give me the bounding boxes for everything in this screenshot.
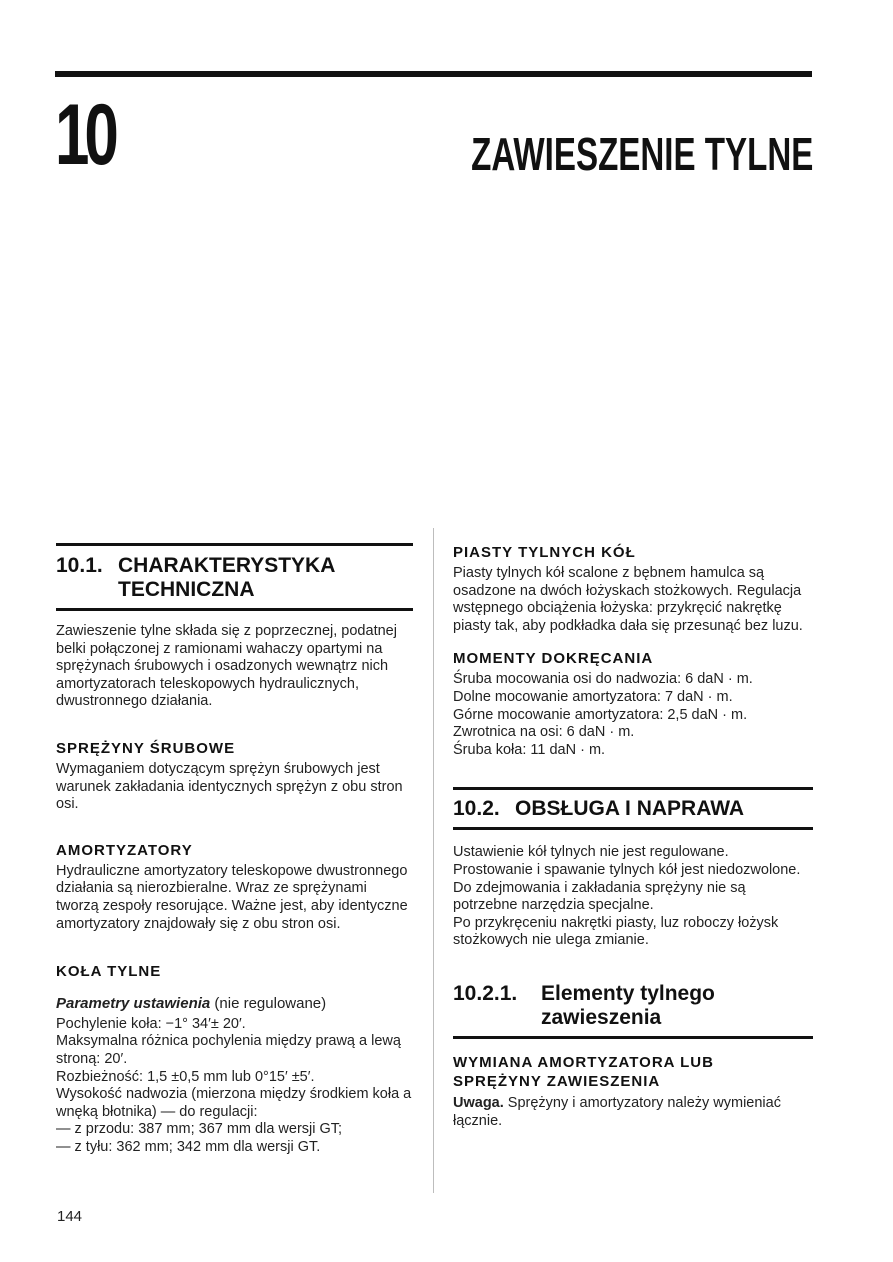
right-column	[453, 543, 813, 1130]
section-number: 10.1.	[56, 554, 103, 577]
section-title: OBSŁUGA I NAPRAWA	[515, 797, 745, 821]
section-heading-10-1	[56, 543, 413, 611]
subheading-replace-1: WYMIANA AMORTYZATORA LUB	[453, 1053, 714, 1071]
section-title-line2: zawieszenia	[541, 1005, 662, 1029]
note-paragraph	[453, 1095, 813, 1130]
note-text: Sprężyny i amortyzatory należy wymieniać łącznie.	[453, 1094, 781, 1129]
shocks-paragraph: Hydrauliczne amortyzatory teleskopowe dwustronnego działania są nierozbieralne. Wraz ze sprężynami tworzą zespoły resorujące. Ważne jest, aby identyczne amortyzatory znajdowały się z obu stron osi.	[56, 862, 408, 932]
section-number: 10.2.1.	[453, 981, 518, 1005]
service-para-1: Ustawienie kół tylnych nie jest regulowane.	[453, 844, 729, 861]
intro-paragraph: Zawieszenie tylne składa się z poprzecznej, podatnej belki połączonej z ramionami wahaczy opartymi na sprężynach śrubowych i osadzonych wewnątrz nich amortyzatorach teleskopowych hydraulicznych, dwustronnego działania.	[56, 623, 397, 710]
subheading-hubs: PIASTY TYLNYCH KÓŁ	[453, 544, 636, 561]
torque-item: Górne mocowanie amortyzatora: 2,5 daN · m.	[453, 706, 748, 723]
section-title-line1: CHARAKTERYSTYKA	[118, 554, 336, 577]
chapter-title: ZAWIESZENIE TYLNE	[470, 128, 813, 180]
torque-list	[453, 671, 813, 759]
column-divider	[433, 528, 434, 1193]
top-rule	[55, 71, 812, 77]
subheading-rear-wheels: KOŁA TYLNE	[56, 963, 162, 981]
subheading-springs: SPRĘŻYNY ŚRUBOWE	[56, 739, 236, 757]
note-label: Uwaga.	[453, 1094, 504, 1111]
left-column	[56, 543, 413, 1156]
torque-item: Zwrotnica na osi: 6 daN · m.	[453, 724, 635, 741]
section-heading-10-2	[453, 787, 813, 830]
section-title-line1: Elementy tylnego	[541, 981, 715, 1005]
camber-line: Pochylenie koła: −1° 34′± 20′.	[56, 1015, 246, 1032]
subheading-torque: MOMENTY DOKRĘCANIA	[453, 650, 654, 668]
height-line: Wysokość nadwozia (mierzona między środkiem koła a wnęką błotnika) — do regulacji:	[56, 1086, 412, 1120]
params-note: (nie regulowane)	[210, 995, 327, 1013]
service-para-2: Prostowanie i spawanie tylnych kół jest niedozwolone.	[453, 861, 801, 878]
section-number: 10.2.	[453, 797, 500, 821]
params-label: Parametry ustawienia	[56, 995, 211, 1013]
subheading-replace-2: SPRĘŻYNY ZAWIESZENIA	[453, 1072, 661, 1090]
section-title-line2: TECHNICZNA	[118, 578, 255, 601]
params-line	[56, 995, 413, 1013]
page-number: 144	[57, 1208, 83, 1225]
service-para-4: Po przykręceniu nakrętki piasty, luz roboczy łożysk stożkowych nie ulega zmianie.	[453, 914, 779, 949]
chapter-number: 10	[55, 87, 114, 183]
torque-item: Dolne mocowanie amortyzatora: 7 daN · m.	[453, 688, 733, 705]
hubs-paragraph: Piasty tylnych kół scalone z bębnem hamulca są osadzone na dwóch łożyskach stożkowych. Regulacja wstępnego obciążenia łożyska: przykręcić nakrętkę piasty tak, aby podkładka dała się przesunąć bez luzu.	[453, 565, 803, 634]
camber-diff-line: Maksymalna różnica pochylenia między prawą a lewą stroną: 20′.	[56, 1033, 401, 1067]
springs-paragraph: Wymaganiem dotyczącym sprężyn śrubowych jest warunek zakładania identycznych sprężyn z obu stron osi.	[56, 760, 403, 813]
section-heading-10-2-1	[453, 982, 813, 1039]
torque-item: Śruba mocowania osi do nadwozia: 6 daN · m.	[453, 671, 753, 688]
service-para-3: Do zdejmowania i zakładania sprężyny nie są potrzebne narzędzia specjalne.	[453, 879, 746, 914]
toe-line: Rozbieżność: 1,5 ±0,5 mm lub 0°15′ ±5′.	[56, 1068, 315, 1085]
front-height-line: — z przodu: 387 mm; 367 mm dla wersji GT;	[56, 1121, 343, 1138]
subheading-shocks: AMORTYZATORY	[56, 841, 193, 859]
rear-height-line: — z tyłu: 362 mm; 342 mm dla wersji GT.	[56, 1138, 321, 1155]
torque-item: Śruba koła: 11 daN · m.	[453, 741, 606, 758]
